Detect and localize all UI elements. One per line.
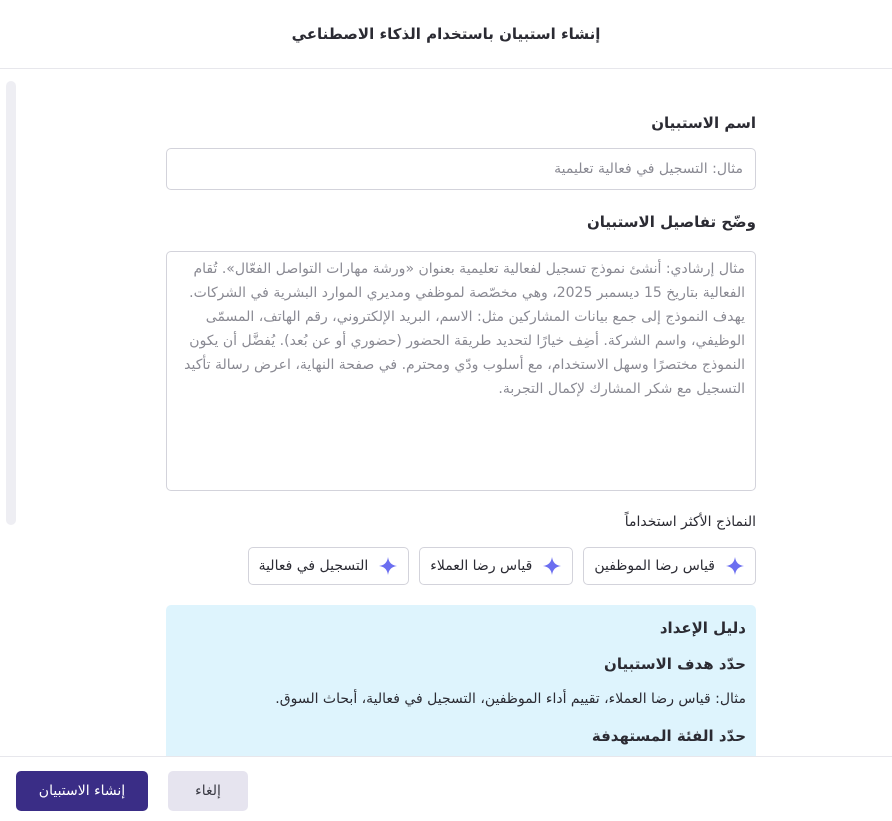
template-chip-employee-satisfaction[interactable] (583, 547, 756, 585)
cancel-button[interactable]: إلغاء (168, 771, 248, 811)
guide-audience-heading: حدّد الفئة المستهدفة (591, 727, 746, 745)
sparkle-icon (378, 556, 398, 576)
create-survey-button[interactable]: إنشاء الاستبيان (16, 771, 148, 811)
template-chip-event-registration[interactable] (248, 547, 410, 585)
survey-details-textarea[interactable] (166, 251, 756, 491)
survey-details-label: وضّح تفاصيل الاستبيان (586, 213, 756, 231)
setup-guide-panel (166, 605, 756, 756)
template-chip-customer-satisfaction[interactable] (419, 547, 573, 585)
dialog-header (0, 0, 892, 69)
scrollbar[interactable] (6, 81, 16, 525)
popular-templates-label: النماذج الأكثر استخداماً (624, 514, 756, 530)
dialog-footer (0, 756, 892, 821)
template-chip-label: قياس رضا العملاء (430, 558, 533, 574)
dialog-body (166, 69, 756, 756)
template-chip-label: التسجيل في فعالية (258, 558, 369, 574)
survey-name-label: اسم الاستبيان (651, 114, 756, 132)
setup-guide-title: دليل الإعداد (659, 619, 746, 637)
sparkle-icon (542, 556, 562, 576)
template-chip-label: قياس رضا الموظفين (594, 558, 715, 574)
popular-templates-list (248, 547, 756, 585)
dialog-title: إنشاء استبيان باستخدام الذكاء الاصطناعي (291, 25, 601, 43)
guide-goal-heading: حدّد هدف الاستبيان (604, 655, 746, 673)
sparkle-icon (725, 556, 745, 576)
survey-name-input[interactable] (166, 148, 756, 190)
guide-goal-text: مثال: قياس رضا العملاء، تقييم أداء الموظفين، التسجيل في فعالية، أبحاث السوق. (275, 691, 746, 707)
